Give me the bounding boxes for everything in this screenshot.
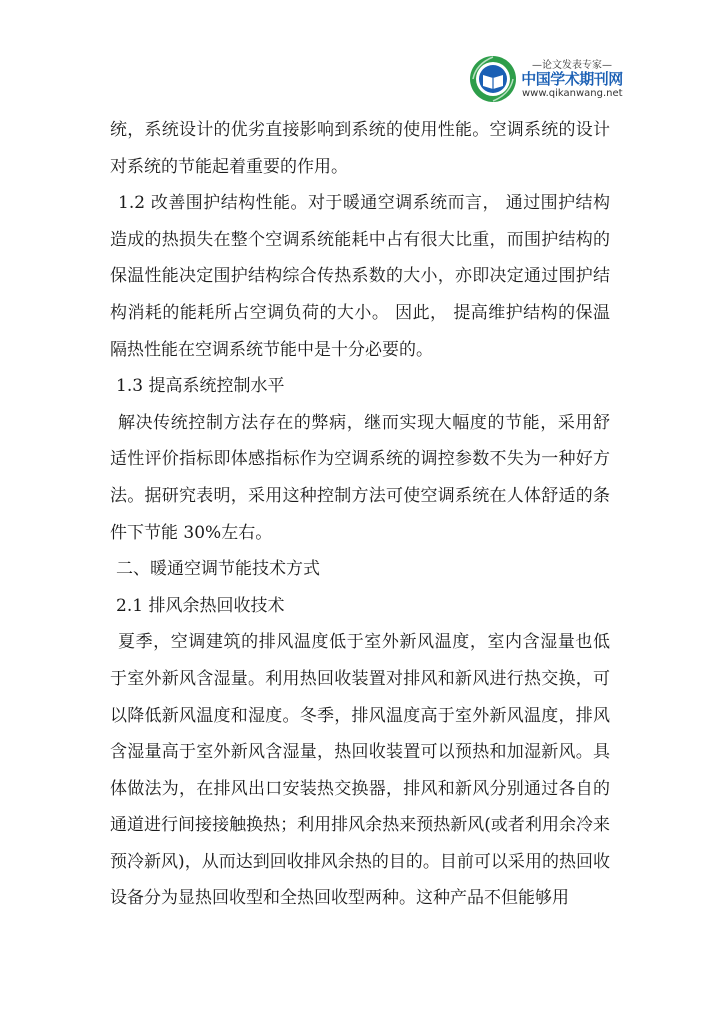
section-heading-2: 二、暖通空调节能技术方式 [116, 559, 320, 580]
paragraph-continuation: 统，系统设计的优劣直接影响到系统的使用性能。空调系统的设计对系统的节能起着重要的作用。 [110, 120, 610, 177]
publisher-logo [466, 50, 626, 110]
logo-name: 中国学术期刊网 [521, 70, 623, 88]
logo-tagline: —论文发表专家— [532, 60, 612, 71]
section-heading-2-1: 2.1 排风余热回收技术 [116, 595, 285, 616]
section-heading-1-3: 1.3 提高系统控制水平 [116, 376, 285, 397]
document-body [110, 112, 610, 917]
paragraph-control-level: 解决传统控制方法存在的弊病，继而实现大幅度的节能，采用舒适性评价指标即体感指标作为空调系统的调控参数不失为一种好方法。据研究表明，采用这种控制方法可使空调系统在人体舒适的条件下节能 30%左右。 [110, 412, 610, 543]
logo-url: www.qikanwang.net [522, 88, 623, 99]
paragraph-heat-recovery: 夏季，空调建筑的排风温度低于室外新风温度，室内含湿量也低于室外新风含湿量。利用热回收装置对排风和新风进行热交换，可以降低新风温度和湿度。冬季，排风温度高于室外新风温度，排风含湿量高于室外新风含湿量，热回收装置可以预热和加湿新风。具体做法为，在排风出口安装热交换器，排风和新风分别通过各自的通道进行间接接触换热；利用排风余热来预热新风(或者利用余冷来预冷新风)，从而达到回收排风余热的目的。目前可以采用的热回收设备分为显热回收型和全热回收型两种。这种产品不但能够用 [110, 632, 610, 909]
paragraph-envelope-performance: 1.2 改善围护结构性能。对于暖通空调系统而言， 通过围护结构造成的热损失在整个空调系统能耗中占有很大比重，而围护结构的保温性能决定围护结构综合传热系数的大小，亦即决定通过围护结构消耗的能耗所占空调负荷的大小。 因此， 提高维护结构的保温隔热性能在空调系统节能中是十分必要的。 [110, 193, 610, 360]
globe-book-icon [468, 54, 518, 104]
